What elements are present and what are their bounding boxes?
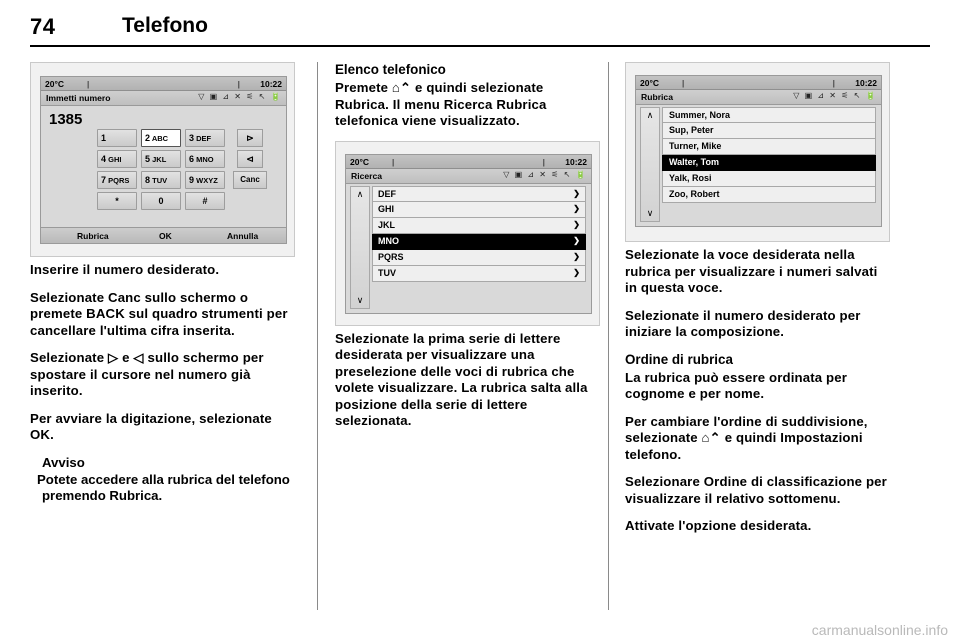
status-icons: ▽ ▣ ⊿ ✕ ⚟ ↖ 🔋 bbox=[198, 92, 282, 101]
key-3[interactable] bbox=[185, 129, 225, 147]
key-0[interactable] bbox=[141, 192, 181, 210]
status-icons: ▽ ▣ ⊿ ✕ ⚟ ↖ 🔋 bbox=[503, 169, 587, 179]
note-title: Avviso bbox=[42, 454, 85, 470]
key-7-sub: PQRS bbox=[108, 176, 130, 185]
key-9-sub: WXYZ bbox=[196, 176, 218, 185]
key-6-label: 6 bbox=[189, 154, 195, 164]
page-number: 74 bbox=[30, 14, 56, 39]
key-3-sub: DEF bbox=[196, 134, 212, 143]
keypad[interactable] bbox=[97, 129, 225, 209]
scrollbar[interactable] bbox=[350, 186, 370, 309]
header-rule bbox=[30, 45, 930, 47]
column-1 bbox=[30, 62, 295, 505]
key-4-label: 4 bbox=[101, 154, 107, 164]
c3-p2: Selezionate il numero desiderato per iniziare la composizione. bbox=[625, 307, 861, 339]
list-item-label: PQRS bbox=[378, 251, 404, 262]
status-bar bbox=[636, 76, 881, 90]
list-item-label: Zoo, Robert bbox=[669, 189, 720, 199]
chevron-right-icon: ❯ bbox=[573, 251, 580, 261]
contact-list[interactable] bbox=[662, 107, 876, 222]
chevron-right-icon: ❯ bbox=[573, 267, 580, 277]
status-icons: ▽ ▣ ⊿ ✕ ⚟ ↖ 🔋 bbox=[793, 91, 877, 100]
status-separator-right: | bbox=[542, 156, 545, 167]
status-separator-left: | bbox=[682, 78, 685, 88]
list-item[interactable] bbox=[662, 187, 876, 203]
key-5-label: 5 bbox=[145, 154, 151, 164]
list-item-label: GHI bbox=[378, 203, 395, 214]
list-item-label: DEF bbox=[378, 188, 396, 199]
scroll-up-icon[interactable]: ∧ bbox=[356, 188, 364, 199]
scroll-down-icon[interactable]: ∨ bbox=[646, 208, 654, 218]
cursor-right-button[interactable]: ⊳ bbox=[237, 129, 263, 147]
list-item[interactable] bbox=[372, 186, 586, 202]
key-hash-label: # bbox=[202, 196, 208, 206]
outside-temperature: 20°C bbox=[45, 79, 64, 89]
key-3-label: 3 bbox=[189, 133, 195, 143]
c2-p1: Selezionate la prima serie di lettere desiderata per visualizzare una preselezione delle voci di rubrica che volete visualizzare. La rubrica salta alla posizione della serie di lettere selezionata. bbox=[335, 330, 588, 428]
list-item-selected[interactable] bbox=[662, 155, 876, 171]
list-item[interactable] bbox=[372, 250, 586, 266]
list-item[interactable] bbox=[662, 123, 876, 139]
list-item-label: Summer, Nora bbox=[669, 110, 731, 120]
key-8-sub: TUV bbox=[152, 176, 168, 185]
status-bar bbox=[41, 77, 286, 91]
status-separator-left: | bbox=[392, 156, 395, 167]
c3-subheading: Ordine di rubrica bbox=[625, 351, 733, 367]
key-hash[interactable] bbox=[185, 192, 225, 210]
softkey-cancel[interactable]: Annulla bbox=[227, 231, 259, 241]
figure-2-wrapper bbox=[335, 141, 600, 331]
note-block bbox=[30, 455, 295, 505]
screen-title-bar bbox=[41, 91, 286, 106]
key-4[interactable] bbox=[97, 150, 137, 168]
key-4-sub: GHI bbox=[108, 155, 122, 164]
chevron-right-icon: ❯ bbox=[573, 188, 580, 198]
key-star-label: * bbox=[115, 196, 119, 206]
screen-title-bar bbox=[346, 169, 591, 184]
chapter-title: Telefono bbox=[122, 14, 208, 37]
key-8[interactable] bbox=[141, 171, 181, 189]
figure-3-wrapper bbox=[625, 62, 890, 247]
clock: 10:22 bbox=[260, 79, 282, 89]
key-6-sub: MNO bbox=[196, 155, 214, 164]
delete-button[interactable]: Canc bbox=[233, 171, 267, 189]
list-item[interactable] bbox=[662, 171, 876, 187]
c1-p3: Selezionate ▷ e ◁ sullo schermo per spostare il cursore nel numero già inserito. bbox=[30, 350, 264, 398]
outside-temperature: 20°C bbox=[350, 156, 369, 167]
key-2-sub: ABC bbox=[151, 134, 169, 143]
key-5-sub: JKL bbox=[152, 155, 167, 164]
status-separator-left: | bbox=[87, 79, 90, 89]
status-bar bbox=[346, 155, 591, 169]
figure-dial-pad bbox=[30, 62, 295, 257]
c1-p4: Per avviare la digitazione, selezionate OK. bbox=[30, 410, 272, 442]
list-item[interactable] bbox=[372, 218, 586, 234]
watermark: carmanualsonline.info bbox=[811, 622, 948, 638]
column-divider-2 bbox=[608, 62, 609, 610]
figure-phonebook-list bbox=[625, 62, 890, 242]
column-2 bbox=[335, 62, 600, 441]
list-item-label: MNO bbox=[378, 235, 399, 246]
c2-heading: Elenco telefonico bbox=[335, 62, 446, 77]
key-9[interactable] bbox=[185, 171, 225, 189]
key-2-label: 2 bbox=[145, 133, 151, 143]
list-item-label: Turner, Mike bbox=[669, 141, 722, 151]
key-6[interactable] bbox=[185, 150, 225, 168]
status-separator-right: | bbox=[832, 78, 835, 88]
screen-title-bar bbox=[636, 90, 881, 105]
screen-title: Immetti numero bbox=[46, 93, 111, 103]
c1-p2: Selezionate Canc sullo schermo o premete BACK sul quadro strumenti per cancellare l'ultima cifra inserita. bbox=[30, 289, 288, 338]
screen-title: Rubrica bbox=[641, 92, 673, 102]
status-separator-right: | bbox=[237, 79, 240, 89]
key-0-label: 0 bbox=[158, 196, 164, 206]
figure-phonebook-search bbox=[335, 141, 600, 326]
column-3 bbox=[625, 62, 890, 546]
entered-number: 1385 bbox=[49, 111, 83, 128]
list-item-label: JKL bbox=[378, 219, 396, 230]
key-1-label: 1 bbox=[101, 133, 107, 143]
c3-p5: Selezionare Ordine di classificazione per visualizzare il relativo sottomenu. bbox=[625, 474, 887, 506]
cursor-left-button[interactable]: ⊲ bbox=[237, 150, 263, 168]
list-item[interactable] bbox=[372, 202, 586, 218]
c3-p1: Selezionate la voce desiderata nella rubrica per visualizzare i numeri salvati in questa voce. bbox=[625, 247, 878, 295]
key-5[interactable] bbox=[141, 150, 181, 168]
infotainment-screen-dial bbox=[40, 76, 287, 244]
infotainment-screen-phonebook bbox=[635, 75, 882, 227]
clock: 10:22 bbox=[855, 78, 877, 88]
softkey-ok[interactable]: OK bbox=[159, 231, 172, 241]
chevron-right-icon: ❯ bbox=[573, 235, 580, 245]
c3-p3: La rubrica può essere ordinata per cognome e per nome. bbox=[625, 369, 848, 401]
key-star[interactable] bbox=[97, 192, 137, 210]
scroll-up-icon[interactable]: ∧ bbox=[646, 110, 654, 120]
list-item[interactable] bbox=[662, 107, 876, 123]
c3-p6: Attivate l'opzione desiderata. bbox=[625, 518, 812, 533]
note-text: Potete accedere alla rubrica del telefono premendo Rubrica. bbox=[37, 471, 290, 503]
c3-p4: Per cambiare l'ordine di suddivisione, selezionate ⌂⌃ e quindi Impostazioni telefono. bbox=[625, 413, 868, 462]
key-9-label: 9 bbox=[189, 175, 195, 185]
softkey-phonebook[interactable]: Rubrica bbox=[77, 231, 109, 241]
list-item-label: Walter, Tom bbox=[669, 157, 720, 167]
chevron-right-icon: ❯ bbox=[573, 203, 580, 213]
infotainment-screen-search bbox=[345, 154, 592, 314]
key-1[interactable] bbox=[97, 129, 137, 147]
letter-group-list[interactable] bbox=[372, 186, 586, 309]
list-item-label: Yalk, Rosi bbox=[669, 173, 712, 183]
c1-p1: Inserire il numero desiderato. bbox=[30, 262, 220, 277]
scroll-down-icon[interactable]: ∨ bbox=[356, 294, 364, 305]
softkey-bar bbox=[41, 227, 286, 243]
list-item-selected[interactable] bbox=[372, 234, 586, 250]
chevron-right-icon: ❯ bbox=[573, 219, 580, 229]
list-item-label: Sup, Peter bbox=[669, 125, 714, 135]
key-2[interactable] bbox=[141, 129, 181, 147]
page-header bbox=[30, 14, 930, 48]
outside-temperature: 20°C bbox=[640, 78, 659, 88]
clock: 10:22 bbox=[565, 156, 587, 167]
list-item-label: TUV bbox=[378, 267, 396, 278]
scrollbar[interactable] bbox=[640, 107, 660, 222]
c2-intro: Premete ⌂⌃ e quindi selezionate Rubrica. Il menu Ricerca Rubrica telefonica viene visualizzato. bbox=[335, 80, 547, 128]
list-item[interactable] bbox=[372, 266, 586, 282]
screen-title: Ricerca bbox=[351, 170, 383, 181]
list-item[interactable] bbox=[662, 139, 876, 155]
figure-1-wrapper bbox=[30, 62, 295, 262]
key-8-label: 8 bbox=[145, 175, 151, 185]
key-7-label: 7 bbox=[101, 175, 107, 185]
key-7[interactable] bbox=[97, 171, 137, 189]
column-divider-1 bbox=[317, 62, 318, 610]
